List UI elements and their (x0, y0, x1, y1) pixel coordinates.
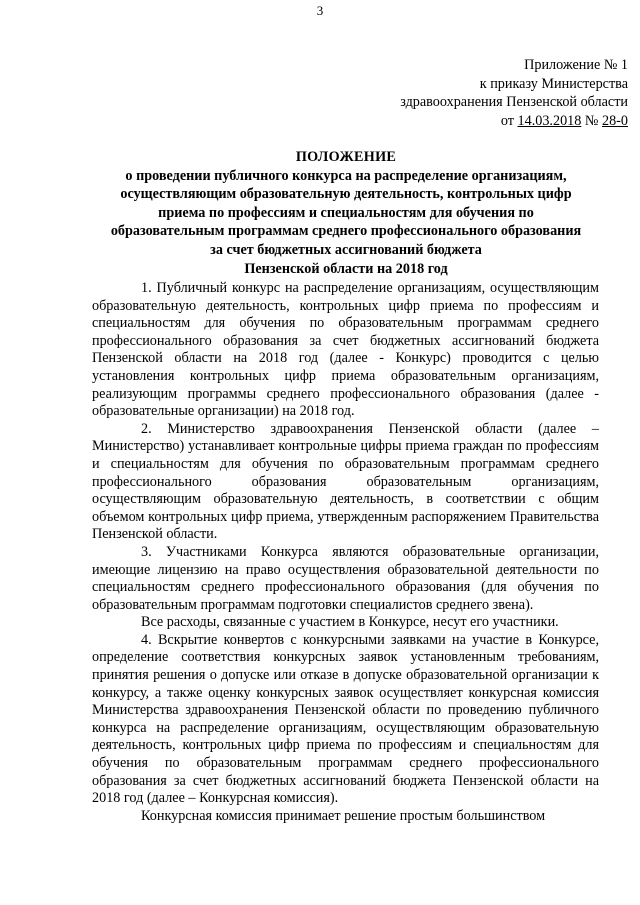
title-line: о проведении публичного конкурса на распределение организациям, (125, 167, 567, 184)
appendix-date: 14.03.2018 (517, 112, 582, 129)
document-title (84, 148, 608, 278)
paragraph-4: 4. Вскрытие конвертов с конкурсными заявками на участие в Конкурсе, определение соответствия конкурсных заявок установленным требованиям, принятия решения о допуске или отказе в допуске образовательной организации к конкурсу, а также оценку конкурсных заявок осуществляет конкурсная комиссия Министерства здравоохранения Пензенской области по проведению публичного конкурса на распределение организациям, осуществляющим образовательную деятельность, контрольных цифр приема по профессиям и специальностям для обучения по образовательным программам среднего профессионального образования за счет бюджетных ассигнований бюджета Пензенской области на 2018 год (далее – Конкурсная комиссия). (92, 631, 599, 807)
paragraph-3: 3. Участниками Конкурса являются образовательные организации, имеющие лицензию на право осуществления образовательной деятельности по специальностям среднего профессионального образования (для обучения по образовательным программам подготовки специалистов среднего звена). (92, 543, 599, 613)
title-line: Пензенской области на 2018 год (244, 260, 448, 277)
title-line: приема по профессиям и специальностям для обучения по (158, 204, 534, 221)
title-line: осуществляющим образовательную деятельность, контрольных цифр (120, 186, 572, 203)
appendix-date-line (368, 112, 628, 131)
appendix-line-2: к приказу Министерства (479, 75, 628, 92)
document-body (92, 280, 599, 825)
paragraph-3-expenses: Все расходы, связанные с участием в Конкурсе, несут его участники. (141, 614, 559, 631)
appendix-number-sign: № (581, 112, 602, 129)
paragraph-2: 2. Министерство здравоохранения Пензенской области (далее – Министерство) устанавливает контрольные цифры приема граждан по профессиям и специальностям для обучения по образовательным программам среднего профессионального образования образовательным организациям, осуществляющим образовательную деятельность, в соответствии с общим объемом контрольных цифр приема, утвержденным распоряжением Правительства Пензенской области. (92, 420, 599, 543)
title-heading: ПОЛОЖЕНИЕ (295, 149, 397, 165)
appendix-line-3: здравоохранения Пензенской области (400, 94, 628, 110)
title-line: образовательным программам среднего профессионального образования (110, 223, 582, 240)
appendix-block (368, 56, 628, 130)
paragraph-1: 1. Публичный конкурс на распределение организациям, осуществляющим образовательную деятельность, контрольных цифр приема по профессиям и специальностям для обучения по образовательным программам среднего профессионального образования за счет бюджетных ассигнований бюджета Пензенской области на 2018 год (далее - Конкурс) проводится с целью установления контрольных цифр приема образовательным организациям, реализующим программы среднего профессионального образования (далее - образовательные организации) на 2018 год. (92, 280, 599, 420)
page-number: 3 (316, 3, 324, 18)
appendix-date-prefix: от (500, 112, 518, 129)
title-line: за счет бюджетных ассигнований бюджета (210, 241, 482, 258)
appendix-number: 28-0 (601, 112, 628, 129)
paragraph-4-commission: Конкурсная комиссия принимает решение простым большинством (141, 807, 546, 824)
appendix-line-1: Приложение № 1 (524, 57, 628, 73)
